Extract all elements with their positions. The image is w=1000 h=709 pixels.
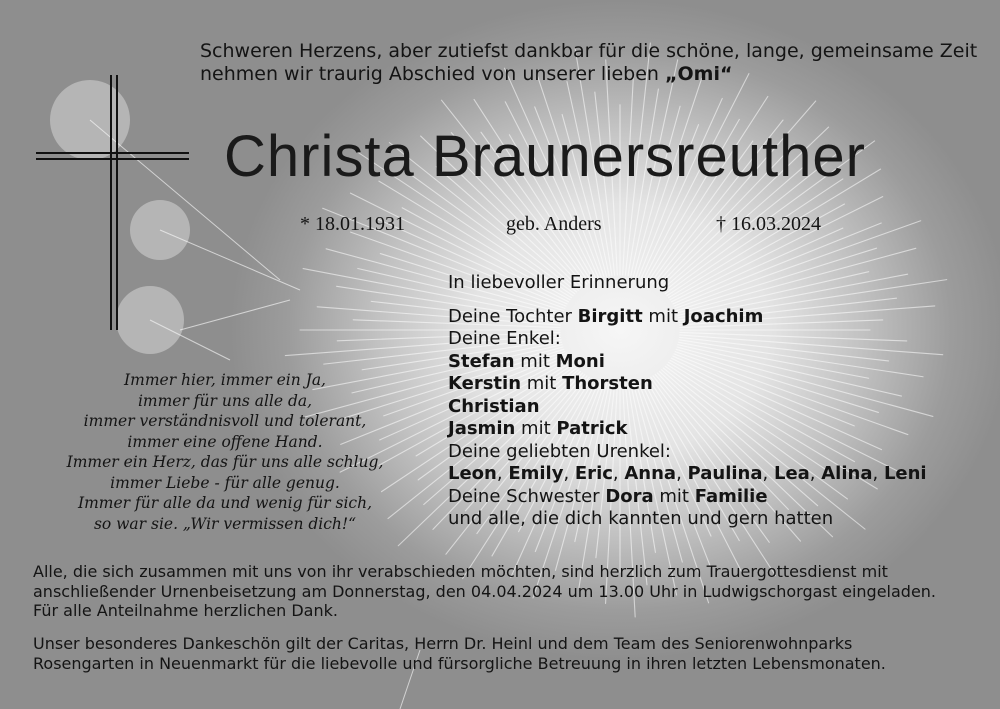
grandchild-line (448, 351, 968, 374)
daughter-label: Deine Tochter (448, 305, 578, 327)
remembrance-heading: In liebevoller Erinnerung (448, 272, 670, 293)
separator: , (676, 463, 688, 484)
birth-date: * 18.01.1931 (300, 213, 405, 235)
poem-line: immer Liebe - für alle genug. (110, 473, 340, 492)
great-grandchild-name: Emily (508, 463, 564, 484)
with-text: mit (514, 350, 556, 372)
partner-name: Patrick (556, 418, 628, 439)
grandchild-name: Kerstin (448, 373, 522, 394)
great-grandchildren-names (448, 463, 968, 486)
poem-line: so war sie. „Wir vermissen dich!“ (93, 514, 357, 533)
separator: , (762, 463, 774, 484)
sister-line (448, 486, 968, 509)
grandchild-name: Jasmin (448, 418, 516, 439)
closing-line: und alle, die dich kannten und gern hatten (448, 508, 834, 529)
great-grandchildren-label: Deine geliebten Urenkel: (448, 440, 671, 462)
announcement-line: Für alle Anteilnahme herzlichen Dank. (33, 601, 338, 620)
intro-text (200, 40, 980, 86)
with-text: mit (515, 418, 557, 439)
separator: , (809, 463, 822, 484)
with-text: mit (653, 485, 695, 507)
poem-line: Immer ein Herz, das für uns alle schlug, (66, 453, 384, 471)
intro-line-1: Schweren Herzens, aber zutiefst dankbar für die schöne, lange, gemeinsame Zeit (200, 40, 978, 62)
great-grandchild-name: Leon (448, 463, 497, 484)
grandchild-name: Christian (448, 395, 540, 417)
poem-line: immer verständnisvoll und tolerant, (83, 412, 367, 430)
grandchild-line (448, 396, 968, 419)
great-grandchild-name: Eric (574, 463, 613, 484)
intro-line-2-text: nehmen wir traurig Abschied von unserer lieben (200, 63, 666, 85)
grandchildren-label: Deine Enkel: (448, 328, 561, 349)
with-text: mit (642, 305, 684, 327)
partner-name: Thorsten (562, 373, 653, 394)
poem-line: immer für uns alle da, (137, 391, 313, 410)
poem-line: Immer für alle da und wenig für sich, (77, 494, 373, 512)
poem (40, 370, 410, 534)
poem-line: immer eine offene Hand. (127, 432, 323, 451)
separator: , (496, 463, 509, 484)
announcement-line: Alle, die sich zusammen mit uns von ihr verabschieden möchten, sind herzlich zum Trauergottesdienst mit (33, 562, 888, 581)
nickname: „Omi“ (665, 63, 733, 85)
birth-name: geb. Anders (506, 213, 602, 235)
thanks-line: Rosengarten in Neuenmarkt für die liebevolle und fürsorgliche Betreuung in ihren letzten Lebensmonaten. (33, 653, 886, 673)
daughter-partner-name: Joachim (683, 305, 764, 327)
deceased-name: Christa Braunersreuther (224, 124, 866, 189)
mourners-list (448, 272, 968, 531)
great-grandchild-name: Anna (624, 463, 677, 484)
intro-line-2 (200, 63, 980, 86)
great-grandchild-name: Alina (821, 463, 873, 484)
with-text: mit (521, 373, 563, 394)
partner-name: Moni (555, 350, 605, 372)
great-grandchild-name: Lea (773, 463, 810, 484)
grandchild-name: Stefan (448, 350, 515, 372)
poem-line: Immer hier, immer ein Ja, (124, 371, 326, 389)
separator: , (612, 463, 625, 484)
separator: , (872, 463, 884, 484)
funeral-announcement (33, 562, 967, 621)
great-grandchild-name: Leni (883, 463, 927, 484)
grandchild-line (448, 418, 968, 441)
grandchild-line (448, 373, 968, 396)
daughter-name: Birgitt (577, 305, 643, 327)
cross-icon (0, 0, 200, 340)
great-grandchild-name: Paulina (687, 463, 763, 484)
daughter-line (448, 306, 968, 329)
announcement-line: anschließender Urnenbeisetzung am Donnerstag, den 04.04.2024 um 13.00 Uhr in Ludwigschorgast eingeladen. (33, 581, 937, 601)
thanks-line: Unser besonderes Dankeschön gilt der Caritas, Herrn Dr. Heinl und dem Team des Seniorenwohnparks (33, 634, 853, 653)
sister-family: Familie (694, 485, 768, 507)
separator: , (563, 463, 575, 484)
death-date: † 16.03.2024 (716, 213, 821, 235)
sister-name: Dora (605, 485, 654, 507)
thanks-paragraph (33, 634, 967, 673)
sister-label: Deine Schwester (448, 485, 606, 507)
